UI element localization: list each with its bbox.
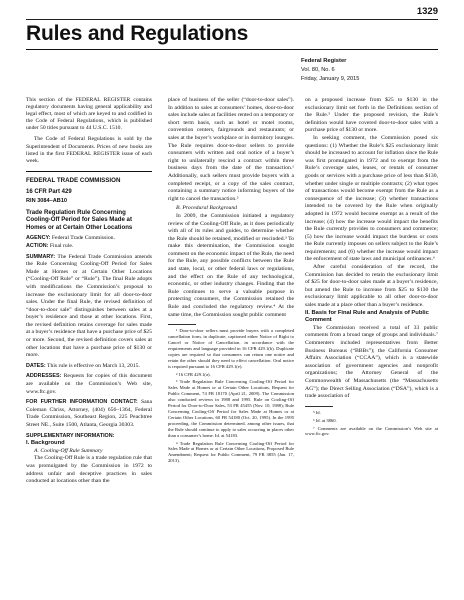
addresses-label: ADDRESSES:	[26, 373, 62, 380]
agency-line	[26, 235, 152, 243]
supplementary-label: SUPPLEMENTARY INFORMATION:	[26, 432, 115, 439]
heading-background: I. Background	[26, 440, 65, 447]
footnote: ² 16 CFR 429.1(a).	[176, 371, 211, 377]
contact-label: FOR FURTHER INFORMATION CONTACT:	[26, 399, 138, 406]
dates-text: This rule is effective on March 13, 2015.	[47, 362, 140, 369]
rin-number: RIN 3084–AB10	[26, 197, 68, 204]
column-3	[305, 97, 438, 439]
body-paragraph: place of business of the seller (“door-to-door sales”). In addition to sales at consumers’ homes, door-to-door sales include sales at facilities rented on a temporary or short term basis, such as hotel or motel rooms, convention centers, fairgrounds and restaurants; or sales at the buyer’s workplace or in dormitory lounges. The Rule requires door-to-door sellers to provide consumers with written and oral notice of a buyer’s right to unilaterally rescind a contract within three business days from the date of the transaction.¹ Additionally, such sellers must provide buyers with a completed receipt, or a copy of the sales contract, containing a summary notice informing buyers of the right to cancel the transaction.²	[168, 97, 294, 202]
subheading-procedural-background: B. Procedural Background	[176, 205, 238, 212]
intro-paragraph: The Code of Federal Regulations is sold by the Superintendent of Documents. Prices of new books are listed in the first FEDERAL REGISTER issue of each week.	[26, 136, 152, 164]
dates-label: DATES:	[26, 362, 46, 369]
body-paragraph: After careful consideration of the record, the Commission has decided to retain the exclusionary limit of $25 for door-to-door sales made at a buyer’s residence, but amend the Rule to increase from $25 to $130 the exclusionary limit applicable to all other door-to-door sales made at a place other than a buyer’s residence.	[305, 264, 438, 309]
addresses-paragraph	[26, 373, 152, 396]
body-paragraph: In seeking comment, the Commission posed six questions: (1) Whether the Rule’s $25 exclusionary limit should be increased to account for inflation since the Rule was first promulgated in 1972 and to exempt from the Rule’s coverage sales, leases, or rentals of consumer goods or services with a purchase price of less than $130, whether under single or multiple contracts; (2) what types of transactions would become exempt from the Rule as a consequence of the increase; (3) whether transactions intended to be covered by the Rule when originally adopted in 1972 would become exempt as a result of the increase; (4) how the increase would impact the benefits the Rule currently provides to consumers and commerce; (5) how the increase would impact the burdens or costs the Rule currently imposes on sellers subject to the Rule’s requirements; and (6) whether the increase would impact the enforcement of state laws and municipal ordinances.⁶	[305, 134, 438, 263]
footnote: ⁴ Trade Regulation Rule Concerning Cooling-Off Period for Sales Made at Homes or at Certain Other Locations, Proposed Rule Amendment; Request for Public Comment, 79 FR 3855 (Jan. 17, 2013).	[168, 440, 294, 464]
dates-paragraph	[26, 363, 152, 371]
summary-label: SUMMARY:	[26, 253, 56, 260]
intro-paragraph: This section of the FEDERAL REGISTER contains regulatory documents having general applicability and legal effect, most of which are keyed to and codified in the Code of Federal Regulations, which is published under 50 titles pursuant to 44 U.S.C. 1510.	[26, 97, 152, 132]
column-1	[26, 97, 152, 486]
body-paragraph: The Cooling-Off Rule is a trade regulation rule that was promulgated by the Commission in 1972 to address unfair and deceptive practices in sales conducted at locations other than the	[26, 455, 152, 485]
masthead	[301, 57, 441, 83]
publication-name: Federal Register	[301, 58, 347, 64]
contact-paragraph	[26, 399, 152, 429]
footnote: ¹ Door-to-door sellers must provide buyers with a completed cancellation form, in duplicate, captioned either Notice of Right to Cancel or Notice of Cancellation, in accordance with the requirements and language provided in 16 CFR 429.1(b). Duplicate copies are required so that consumers can return one notice and retain the other should they need to effect cancellation. Oral notice is required pursuant to 16 CFR 429.1(e).	[168, 328, 294, 369]
contact-text: Sana Coleman Chriss, Attorney, (404) 656–1364, Federal Trade Commission, Southeast Region, 225 Peachtree Street NE., Suite 1500, Atlanta, Georgia 30303.	[26, 399, 152, 428]
document-title: Trade Regulation Rule Concerning Cooling-Off Period for Sales Made at Homes or at Certain Other Locations	[26, 208, 133, 231]
footnote: ³ Trade Regulation Rule Concerning Cooling-Off Period for Sales Made at Homes or at Certain Other Locations, Request for Public Comment, 74 FR 18170 (April 21, 2009). The Commission also conducted reviews in 1988 and 1995. Rule on Cooling-Off Period for Door-to-Door Sales, 53 FR 45455 (Nov. 10, 1988); Rule Concerning Cooling-Off Period for Sales Made at Homes or at Certain Other Locations, 60 FR 54180 (Oct. 20, 1995). In the 1995 proceeding, the Commission determined, among other issues, that the Rule should continue to apply to sales occurring in places other than a consumer’s home. Id. at 54183.	[168, 379, 294, 438]
footnote: ⁵ Id.	[313, 409, 321, 415]
body-paragraph: The Commission received a total of 33 public comments from a broad range of groups and individuals.⁷ Commenters included representatives from Better Business Bureaus (“BBBs”); the California Consumer Affairs Association (“CCAA”), which is a statewide association of government agencies and nonprofit organizations; the Attorney General of the Commonwealth of Massachusetts (the “Massachusetts AG”); the Direct Selling Association (“DSA”), which is a trade association of	[305, 324, 438, 400]
footnote-separator	[305, 406, 333, 407]
intro-box	[26, 97, 152, 165]
box-rule	[26, 171, 152, 172]
addresses-text: Requests for copies of this document are available on the Commission’s Web site, www.ftc.gov.	[26, 373, 152, 395]
cfr-part: 16 CFR Part 429	[26, 188, 72, 195]
agency-label: AGENCY:	[26, 235, 51, 242]
header-rule	[26, 49, 438, 50]
heading-basis: II. Basis for Final Rule and Analysis of Public Comment	[305, 309, 429, 324]
column-2	[168, 97, 294, 466]
action-label: ACTION:	[26, 242, 49, 249]
agency-text: Federal Trade Commission.	[51, 235, 115, 242]
top-rule	[26, 19, 438, 20]
summary-text: The Federal Trade Commission amends the Rule Concerning Cooling-Off Period for Sales Made at Homes or at Certain Other Locations (“Cooling-Off Rule” or “Rule”). The final Rule adopts with modifications the Commission’s proposal to increase the exclusionary limit for all door-to-door sales. Under the final Rule, the revised definition of “door-to-door sale” distinguishes between sales at a buyer’s residence and those at other locations. First, the revised definition retains coverage for sales made at a buyer’s residence that have a purchase price of $25 or more. Second, the revised definition covers sales at other locations that have a purchase price of $130 or more.	[26, 253, 152, 359]
page-number: 1329	[416, 6, 438, 17]
footnote: ⁶ Id. at 3860.	[313, 417, 337, 423]
body-paragraph: on a proposed increase from $25 to $130 in the exclusionary limit set forth in the Definitions section of the Rule.⁵ Under the proposed revision, the Rule’s definition would have covered door-to-door sales with a purchase price of $130 or more.	[305, 97, 438, 134]
action-text: Final rule.	[49, 242, 74, 249]
section-title: Rules and Regulations	[26, 22, 249, 45]
body-paragraph: In 2009, the Commission initiated a regulatory review of the Cooling-Off Rule, as it does periodically with all of its rules and guides, to determine whether the Rule should be retained, modified or rescinded.³ To make this determination, the Commission sought comment on the economic impact of the Rule, the need for the Rule, any possible conflicts between the Rule and state, local, or other federal laws or regulations, and the effect on the Rule of any technological, economic, or other industry changes. Finding that the Rule continues to serve a valuable purpose in protecting consumers, the Commission retained the Rule and concluded the regulatory review.⁴ At the same time, the Commission sought public comment	[168, 212, 294, 318]
subheading-rule-summary: A. Cooling-Off Rule Summary	[34, 447, 103, 454]
volume-line: Vol. 80, No. 6	[301, 67, 335, 73]
footnote: ⁷ Comments are available on the Commission’s Web site at www.ftc.gov.	[305, 425, 438, 437]
summary-paragraph	[26, 254, 152, 360]
date-line: Friday, January 9, 2015	[301, 75, 360, 82]
action-line	[26, 243, 152, 251]
footnote-separator	[168, 324, 196, 325]
agency-heading: FEDERAL TRADE COMMISSION	[26, 176, 121, 184]
